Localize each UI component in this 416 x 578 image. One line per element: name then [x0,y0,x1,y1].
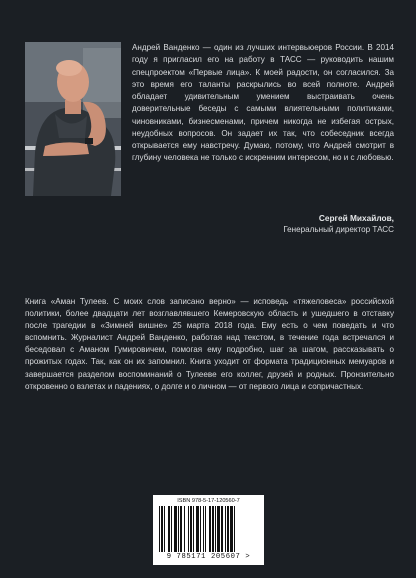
isbn-label: ISBN 978-5-17-120560-7 [177,498,240,504]
barcode-stripe [193,506,194,552]
barcode-stripe [161,506,163,552]
barcode-stripe [184,506,185,552]
barcode-stripe [215,506,216,552]
barcode-stripe [227,506,229,552]
barcode-stripe [188,506,189,552]
barcode-stripe [217,506,220,552]
barcode-stripe [209,506,211,552]
barcode-stripe [212,506,214,552]
ean-number: 9 785171 205607 > [166,553,251,561]
signature-name: Сергей Михайлов, [318,213,394,223]
barcode-stripe [180,506,182,552]
barcode-stripe [178,506,179,552]
barcode-stripe [174,506,177,552]
barcode-stripe [168,506,170,552]
author-photo [25,42,121,196]
book-description: Книга «Аман Тулеев. С моих слов записано верно» — исповедь «тяжеловеса» российской политики, более двадцати лет возглавлявшего Кемеровскую область и ушедшего в отставку после трагедии в «Зимней вишне» 25 марта 2018 года. Ему есть о чем поведать и что вспомнить. Журналист Андрей Ванденко, работая над текстом, в течение года встречался и беседовал с Аманом Гумировичем, помогая ему подробно, шаг за шагом, рассказывать о прожитых годах. Так, как он их запомнил. Книга уходит от формата традиционных мемуаров и завершается разделом воспоминаний о Тулееве его коллег, друзей и родных. Пронзительно откровенно о взлетах и падениях, о долге и о личном — от первого лица и сопричастных. [25,297,394,391]
barcode-stripe [190,506,192,552]
barcode-stripe [171,506,172,552]
quote-paragraph: Андрей Ванденко — один из лучших интервьюеров России. В 2014 году я пригласил его на работу в ТАСС — руководить нашим спецпроектом «Первые лица». К моей радости, он согласился. За это время его таланты раскрылись во всей полноте. Андрей обладает удивительным умением выстраивать очень доверительные беседы с самыми влиятельными политиками, чиновниками, бизнесменами, причем никогда не избегая острых, неудобных вопросов. Он задает их так, что собеседник всегда открывается ему навстречу. Думаю, потому, что Андрей смотрит в глубину человека не только с искренним интересом, но и с любовью. [132,43,394,163]
barcode-stripe [230,506,233,552]
barcode [153,495,264,565]
barcode-stripe [196,506,199,552]
barcode-stripe [234,506,235,552]
barcode-stripe [164,506,165,552]
barcode-stripe [225,506,226,552]
signature-title: Генеральный директор ТАСС [283,225,394,234]
barcode-stripe [203,506,204,552]
barcode-stripe [205,506,206,552]
barcode-bars [159,506,258,552]
barcode-stripe [159,506,160,552]
barcode-stripe [221,506,223,552]
barcode-stripe [200,506,201,552]
